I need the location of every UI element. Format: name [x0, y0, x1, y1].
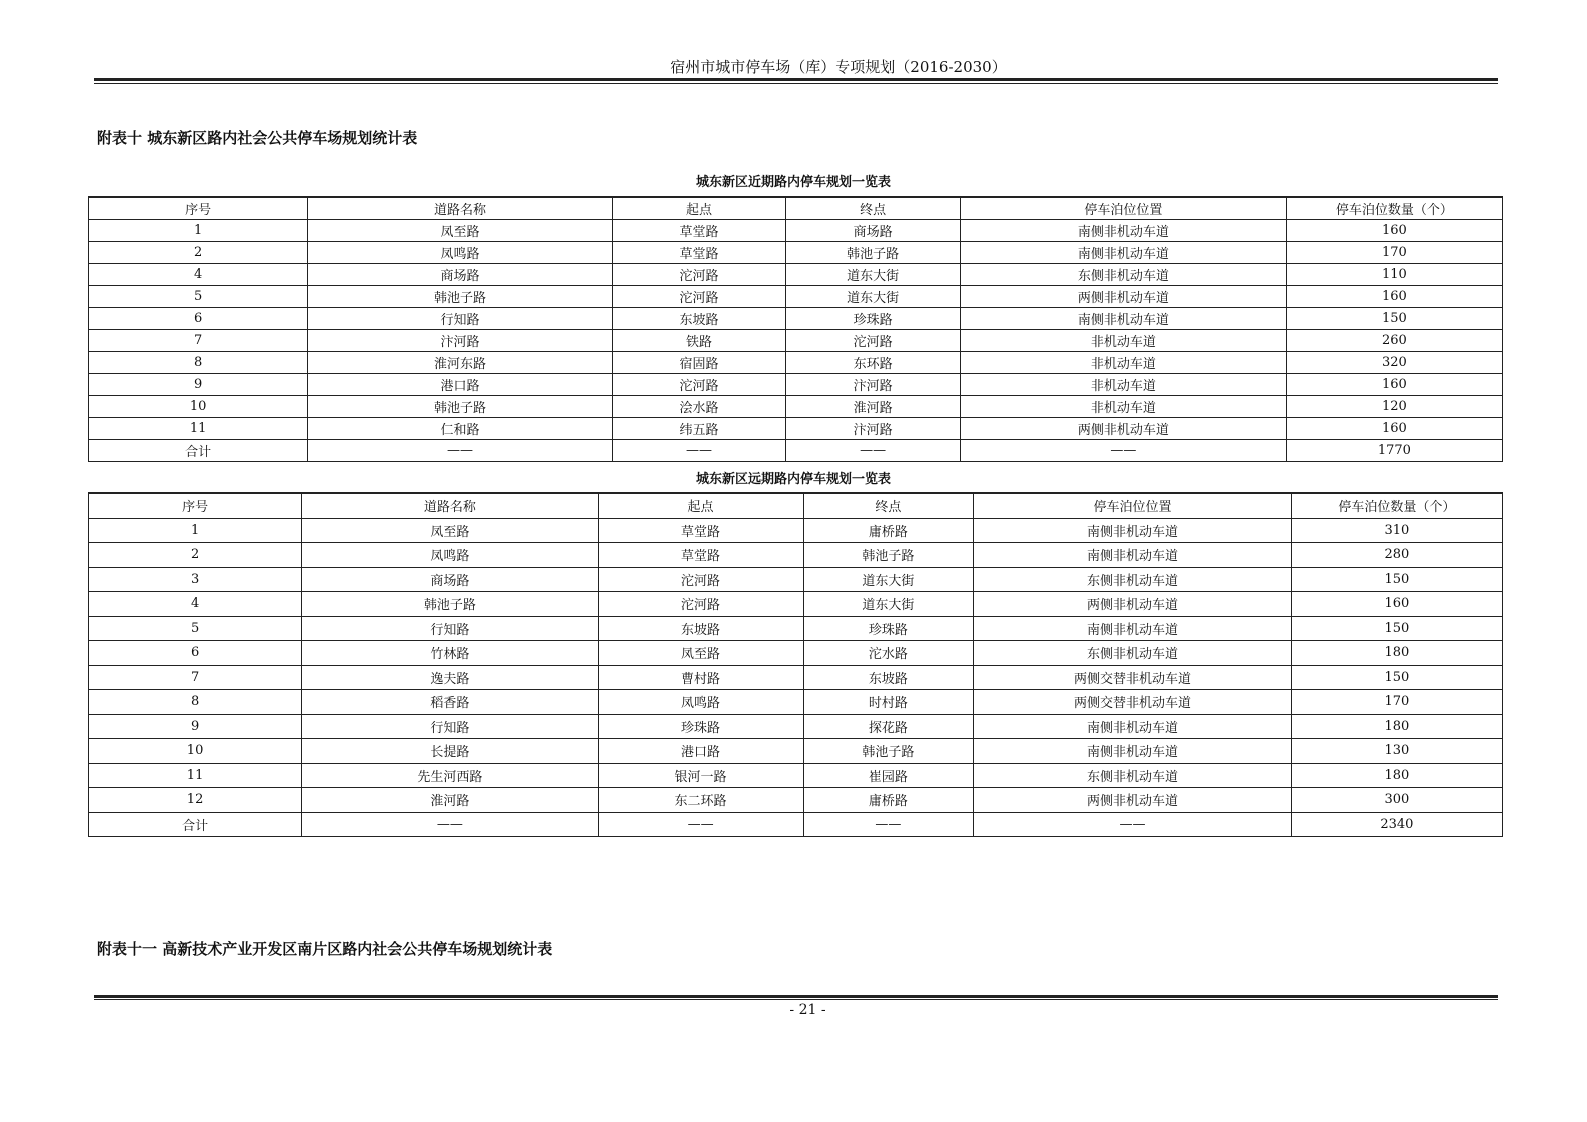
table-cell: 南侧非机动车道 [974, 739, 1292, 764]
table-cell: 非机动车道 [960, 374, 1286, 396]
table-cell: 170 [1286, 242, 1502, 264]
table-cell: 160 [1286, 374, 1502, 396]
table-cell: 130 [1291, 739, 1502, 764]
table-cell: 行知路 [302, 714, 598, 739]
table-cell: 沱河路 [612, 374, 786, 396]
section-title-appendix-10: 附表十 城东新区路内社会公共停车场规划统计表 [97, 129, 418, 147]
table-cell: 4 [89, 592, 302, 617]
table-cell: 10 [89, 739, 302, 764]
table-cell: 1 [89, 518, 302, 543]
table-cell: 非机动车道 [960, 352, 1286, 374]
table-cell: 仁和路 [308, 418, 613, 440]
table-header-row [89, 493, 1503, 518]
table-cell: 东侧非机动车道 [974, 567, 1292, 592]
table-cell: —— [598, 812, 803, 837]
table-cell: 道东大街 [786, 264, 961, 286]
table-row [89, 374, 1503, 396]
table-cell: 9 [89, 374, 308, 396]
table-cell: 南侧非机动车道 [960, 308, 1286, 330]
table-cell: 宿固路 [612, 352, 786, 374]
table-cell: 310 [1291, 518, 1502, 543]
table-cell: 非机动车道 [960, 330, 1286, 352]
table-cell: 180 [1291, 714, 1502, 739]
column-header: 停车泊位位置 [974, 493, 1292, 518]
table-row [89, 763, 1503, 788]
table-cell: 东环路 [786, 352, 961, 374]
table-cell: 凤鸣路 [302, 543, 598, 568]
table-cell: 汴河路 [786, 418, 961, 440]
table-cell: 9 [89, 714, 302, 739]
column-header: 序号 [89, 493, 302, 518]
table-cell: —— [308, 440, 613, 462]
table-row [89, 641, 1503, 666]
table-cell: 7 [89, 665, 302, 690]
table-cell: 5 [89, 286, 308, 308]
table-cell: 沱水路 [803, 641, 974, 666]
table-cell: 6 [89, 641, 302, 666]
table-cell: 商场路 [308, 264, 613, 286]
table-row [89, 690, 1503, 715]
document-header-title: 宿州市城市停车场（库）专项规划（2016-2030） [670, 58, 1007, 76]
table-cell: 320 [1286, 352, 1502, 374]
table-cell: 竹林路 [302, 641, 598, 666]
table-row [89, 518, 1503, 543]
table-cell: 11 [89, 763, 302, 788]
table-cell: 淮河东路 [308, 352, 613, 374]
column-header: 停车泊位数量（个） [1291, 493, 1502, 518]
table-cell: 2 [89, 242, 308, 264]
table-cell: 韩池子路 [803, 543, 974, 568]
table-row [89, 396, 1503, 418]
table-row [89, 665, 1503, 690]
table-cell: 探花路 [803, 714, 974, 739]
table-cell: 南侧非机动车道 [960, 220, 1286, 242]
table-row [89, 264, 1503, 286]
table-cell: 凤鸣路 [308, 242, 613, 264]
table-cell: 南侧非机动车道 [960, 242, 1286, 264]
table-cell: 韩池子路 [308, 286, 613, 308]
table-cell: —— [786, 440, 961, 462]
column-header: 起点 [612, 197, 786, 220]
table-cell: 7 [89, 330, 308, 352]
table-cell: 韩池子路 [308, 396, 613, 418]
table-row [89, 220, 1503, 242]
table-row [89, 812, 1503, 837]
section-title-appendix-11: 附表十一 高新技术产业开发区南片区路内社会公共停车场规划统计表 [97, 940, 553, 958]
table-cell: 港口路 [598, 739, 803, 764]
column-header: 道路名称 [302, 493, 598, 518]
table-cell: 纬五路 [612, 418, 786, 440]
table-row [89, 714, 1503, 739]
header-rule-thin [94, 83, 1498, 84]
long-term-parking-table [88, 492, 1503, 837]
table-cell: 珍珠路 [803, 616, 974, 641]
table-cell: 170 [1291, 690, 1502, 715]
table-row [89, 418, 1503, 440]
table-cell: 凤至路 [302, 518, 598, 543]
column-header: 起点 [598, 493, 803, 518]
table-cell: 160 [1291, 592, 1502, 617]
table-row [89, 286, 1503, 308]
table-row [89, 308, 1503, 330]
table-cell: 两侧非机动车道 [974, 592, 1292, 617]
header-rule [94, 78, 1498, 81]
table-cell: 南侧非机动车道 [974, 543, 1292, 568]
table-cell: 300 [1291, 788, 1502, 813]
table-cell: 珍珠路 [598, 714, 803, 739]
table-cell: 东侧非机动车道 [974, 641, 1292, 666]
table-cell: 草堂路 [598, 518, 803, 543]
table-cell: 180 [1291, 641, 1502, 666]
table-cell: 1 [89, 220, 308, 242]
table-cell: 东二环路 [598, 788, 803, 813]
table-cell: 两侧非机动车道 [974, 788, 1292, 813]
table-cell: 崔园路 [803, 763, 974, 788]
table-row [89, 567, 1503, 592]
table-cell: 150 [1291, 616, 1502, 641]
table-cell: 铁路 [612, 330, 786, 352]
table-row [89, 543, 1503, 568]
table-row [89, 440, 1503, 462]
table-cell: 曹村路 [598, 665, 803, 690]
table-cell: 8 [89, 690, 302, 715]
table-cell: 道东大街 [803, 592, 974, 617]
table-cell: 时村路 [803, 690, 974, 715]
table-cell: 150 [1291, 665, 1502, 690]
table-cell: 淮河路 [786, 396, 961, 418]
table-cell: 道东大街 [803, 567, 974, 592]
table-cell: 2 [89, 543, 302, 568]
table-cell: 道东大街 [786, 286, 961, 308]
table-cell: 280 [1291, 543, 1502, 568]
table-cell: 120 [1286, 396, 1502, 418]
table-cell: 凤鸣路 [598, 690, 803, 715]
table-row [89, 330, 1503, 352]
table-cell: 11 [89, 418, 308, 440]
table-cell: 汴河路 [786, 374, 961, 396]
table-row [89, 788, 1503, 813]
table-cell: 东侧非机动车道 [974, 763, 1292, 788]
table-cell: 160 [1286, 286, 1502, 308]
table-cell: 110 [1286, 264, 1502, 286]
table-cell: 商场路 [786, 220, 961, 242]
table-cell: 沱河路 [612, 264, 786, 286]
near-term-parking-table [88, 196, 1503, 462]
table-cell: 沱河路 [786, 330, 961, 352]
table-cell: 两侧非机动车道 [960, 418, 1286, 440]
near-term-table-caption: 城东新区近期路内停车规划一览表 [695, 175, 891, 190]
table-cell: 沱河路 [598, 567, 803, 592]
table-cell: 160 [1286, 418, 1502, 440]
table-cell: 先生河西路 [302, 763, 598, 788]
table-row [89, 242, 1503, 264]
table-cell: 160 [1286, 220, 1502, 242]
table-cell: 两侧交替非机动车道 [974, 690, 1292, 715]
table-row [89, 616, 1503, 641]
table-cell: 3 [89, 567, 302, 592]
long-term-table-caption: 城东新区远期路内停车规划一览表 [695, 472, 891, 487]
table-cell: 韩池子路 [786, 242, 961, 264]
table-cell: 12 [89, 788, 302, 813]
table-cell: 150 [1291, 567, 1502, 592]
table-cell: —— [612, 440, 786, 462]
table-cell: 逸夫路 [302, 665, 598, 690]
table-cell: 行知路 [302, 616, 598, 641]
table-cell: 两侧交替非机动车道 [974, 665, 1292, 690]
table-cell: 凤至路 [598, 641, 803, 666]
column-header: 停车泊位数量（个） [1286, 197, 1502, 220]
table-cell: 东坡路 [612, 308, 786, 330]
table-cell: 韩池子路 [803, 739, 974, 764]
table-cell: 银河一路 [598, 763, 803, 788]
table-cell: 非机动车道 [960, 396, 1286, 418]
table-cell: 南侧非机动车道 [974, 518, 1292, 543]
table-cell: 草堂路 [598, 543, 803, 568]
table-cell: 商场路 [302, 567, 598, 592]
table-cell: 东坡路 [803, 665, 974, 690]
table-cell: 沱河路 [612, 286, 786, 308]
table-row [89, 739, 1503, 764]
table-cell: 行知路 [308, 308, 613, 330]
footer-rule-thin [94, 999, 1498, 1000]
table-cell: 180 [1291, 763, 1502, 788]
table-cell: 稻香路 [302, 690, 598, 715]
table-row [89, 592, 1503, 617]
table-cell: 沱河路 [598, 592, 803, 617]
table-cell: 草堂路 [612, 242, 786, 264]
table-cell: —— [803, 812, 974, 837]
table-cell: 6 [89, 308, 308, 330]
table-cell: 草堂路 [612, 220, 786, 242]
column-header: 道路名称 [308, 197, 613, 220]
table-cell: 东侧非机动车道 [960, 264, 1286, 286]
table-cell: —— [960, 440, 1286, 462]
table-cell: 长提路 [302, 739, 598, 764]
page-number: - 21 - [789, 1002, 826, 1018]
table-cell: 南侧非机动车道 [974, 616, 1292, 641]
table-cell: 5 [89, 616, 302, 641]
table-cell: 东坡路 [598, 616, 803, 641]
table-cell: 淮河路 [302, 788, 598, 813]
column-header: 终点 [803, 493, 974, 518]
table-cell: 合计 [89, 812, 302, 837]
column-header: 终点 [786, 197, 961, 220]
table-cell: 南侧非机动车道 [974, 714, 1292, 739]
table-cell: 港口路 [308, 374, 613, 396]
table-cell: 庸桥路 [803, 518, 974, 543]
table-header-row [89, 197, 1503, 220]
table-cell: 两侧非机动车道 [960, 286, 1286, 308]
table-cell: 汴河路 [308, 330, 613, 352]
table-cell: 150 [1286, 308, 1502, 330]
column-header: 序号 [89, 197, 308, 220]
table-cell: 珍珠路 [786, 308, 961, 330]
table-cell: 合计 [89, 440, 308, 462]
table-cell: 260 [1286, 330, 1502, 352]
footer-rule [94, 995, 1498, 998]
table-cell: 2340 [1291, 812, 1502, 837]
table-cell: 8 [89, 352, 308, 374]
table-cell: 浍水路 [612, 396, 786, 418]
table-row [89, 352, 1503, 374]
table-cell: 10 [89, 396, 308, 418]
table-cell: 4 [89, 264, 308, 286]
table-cell: —— [302, 812, 598, 837]
table-cell: 1770 [1286, 440, 1502, 462]
table-cell: 庸桥路 [803, 788, 974, 813]
table-cell: 韩池子路 [302, 592, 598, 617]
column-header: 停车泊位位置 [960, 197, 1286, 220]
table-cell: 凤至路 [308, 220, 613, 242]
table-cell: —— [974, 812, 1292, 837]
